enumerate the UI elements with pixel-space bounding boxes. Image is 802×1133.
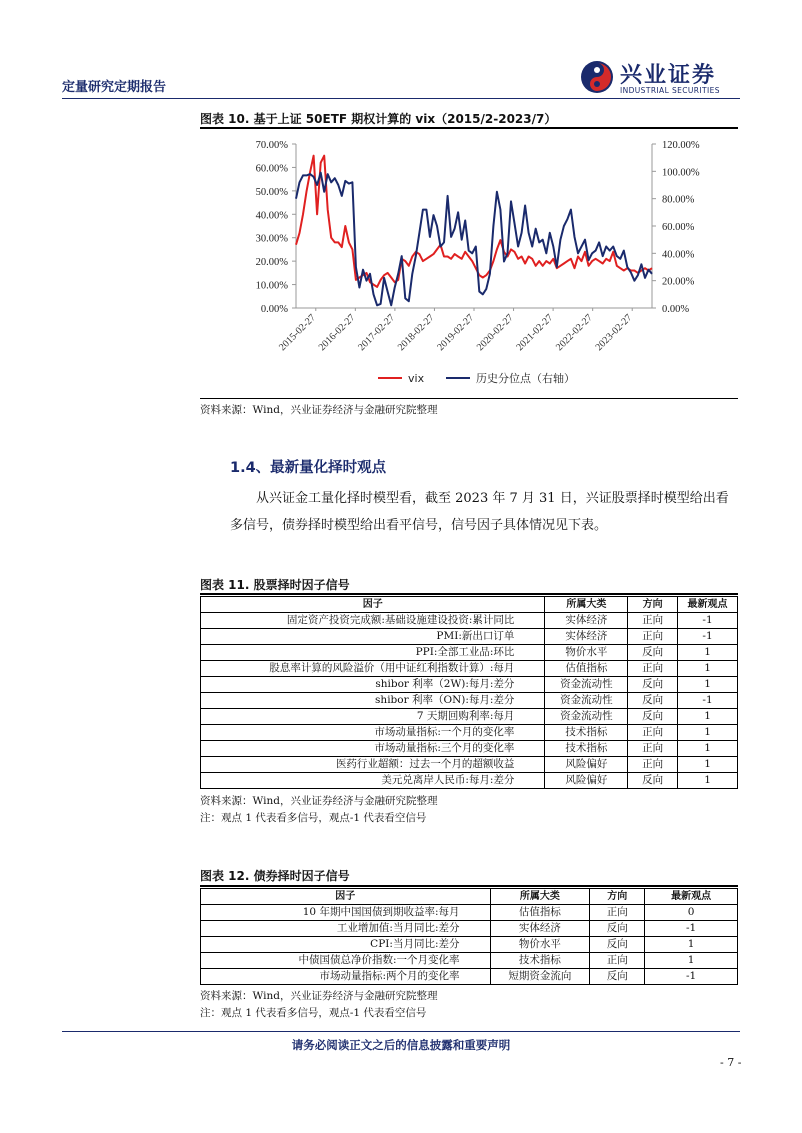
category-cell: 估值指标 [490,905,590,921]
factor-cell: 固定资产投资完成额:基础设施建设投资:累计同比 [201,613,545,629]
table-row [201,969,738,985]
table-row [201,645,738,661]
factor-cell: shibor 利率（2W):每月:差分 [201,677,545,693]
category-cell: 实体经济 [490,921,590,937]
col-header-factor: 因子 [201,597,545,613]
factor-cell: shibor 利率（ON):每月:差分 [201,693,545,709]
bond-signal-table [200,888,738,985]
table12-top-rule [200,885,738,887]
col-header-latest-view: 最新观点 [645,889,738,905]
direction-cell: 正向 [628,629,678,645]
table-row [201,709,738,725]
x-tick-label: 2020-02-27 [474,312,516,354]
logo-en-text: INDUSTRIAL SECURITIES [620,86,720,95]
direction-cell: 反向 [590,969,645,985]
table11-source: 资料来源：Wind，兴业证券经济与金融研究院整理 [200,795,438,807]
latest-view-cell: -1 [678,629,738,645]
direction-cell: 反向 [628,709,678,725]
category-cell: 物价水平 [490,937,590,953]
logo-mark-icon [580,60,614,94]
y-left-tick-label: 20.00% [255,257,288,269]
category-cell: 实体经济 [545,613,628,629]
latest-view-cell: -1 [678,693,738,709]
col-header-factor: 因子 [201,889,491,905]
latest-view-cell: 1 [678,677,738,693]
latest-view-cell: 1 [678,661,738,677]
direction-cell: 反向 [628,645,678,661]
direction-cell: 反向 [590,921,645,937]
table12-title: 图表 12. 债券择时因子信号 [200,869,350,883]
latest-view-cell: -1 [645,921,738,937]
table-row [201,773,738,789]
category-cell: 风险偏好 [545,757,628,773]
col-header-direction: 方向 [628,597,678,613]
x-tick-label: 2018-02-27 [395,312,437,354]
legend-percentile-label: 历史分位点（右轴） [476,372,575,385]
factor-cell: 股息率计算的风险溢价（用中证红利指数计算）:每月 [201,661,545,677]
legend-vix-label: vix [408,372,425,385]
factor-cell: 10 年期中国国债到期收益率:每月 [201,905,491,921]
x-tick-label: 2017-02-27 [356,312,398,354]
direction-cell: 反向 [628,773,678,789]
latest-view-cell: 1 [678,725,738,741]
y-left-tick-label: 70.00% [255,140,288,151]
table-header-row [201,889,738,905]
latest-view-cell: 0 [645,905,738,921]
factor-cell: 市场动量指标:三个月的变化率 [201,741,545,757]
section-heading: 1.4、最新量化择时观点 [230,460,387,476]
col-header-direction: 方向 [590,889,645,905]
vix-chart [200,128,740,398]
latest-view-cell: 1 [678,709,738,725]
y-left-tick-label: 0.00% [260,304,288,315]
category-cell: 技术指标 [545,725,628,741]
logo-cn-text: 兴业证券 [620,63,717,88]
y-left-tick-label: 40.00% [255,210,288,222]
x-tick-label: 2016-02-27 [316,312,358,354]
y-left-tick-label: 60.00% [255,163,288,175]
category-cell: 技术指标 [490,953,590,969]
header-rule [62,98,740,99]
table-row [201,677,738,693]
footer-rule [62,1031,740,1032]
table-row [201,953,738,969]
direction-cell: 反向 [590,937,645,953]
direction-cell: 正向 [628,757,678,773]
y-left-tick-label: 30.00% [255,233,288,245]
table-row [201,725,738,741]
latest-view-cell: -1 [678,613,738,629]
category-cell: 资金流动性 [545,693,628,709]
category-cell: 短期资金流向 [490,969,590,985]
y-left-tick-label: 10.00% [255,280,288,292]
factor-cell: 市场动量指标:两个月的变化率 [201,969,491,985]
factor-cell: 市场动量指标:一个月的变化率 [201,725,545,741]
direction-cell: 正向 [628,725,678,741]
stock-signal-table [200,596,738,789]
direction-cell: 正向 [628,613,678,629]
factor-cell: 7 天期回购利率:每月 [201,709,545,725]
factor-cell: 美元兑离岸人民币:每月:差分 [201,773,545,789]
table-row [201,757,738,773]
table-row [201,905,738,921]
figure10-title: 图表 10. 基于上证 50ETF 期权计算的 vix（2015/2-2023/7） [200,112,557,126]
x-tick-label: 2019-02-27 [435,312,477,354]
figure10-source: 资料来源：Wind，兴业证券经济与金融研究院整理 [200,404,438,416]
direction-cell: 正向 [628,741,678,757]
report-type-title: 定量研究定期报告 [62,80,167,95]
y-right-tick-label: 0.00% [662,304,690,315]
table-row [201,693,738,709]
latest-view-cell: 1 [678,757,738,773]
y-right-tick-label: 40.00% [662,249,695,261]
category-cell: 技术指标 [545,741,628,757]
x-tick-label: 2021-02-27 [514,312,556,354]
y-right-tick-label: 80.00% [662,194,695,206]
y-right-tick-label: 100.00% [662,167,700,179]
table11-title: 图表 11. 股票择时因子信号 [200,578,350,592]
y-right-tick-label: 60.00% [662,222,695,233]
category-cell: 估值指标 [545,661,628,677]
x-tick-label: 2022-02-27 [554,312,595,354]
table-row [201,741,738,757]
table-row [201,629,738,645]
factor-cell: 医药行业超额：过去一个月的超额收益 [201,757,545,773]
page-number: - 7 - [720,1056,742,1069]
y-right-tick-label: 20.00% [662,276,695,288]
factor-cell: CPI:当月同比:差分 [201,937,491,953]
table-row [201,613,738,629]
category-cell: 资金流动性 [545,677,628,693]
table11-note: 注：观点 1 代表看多信号，观点-1 代表看空信号 [200,812,427,824]
table11-top-rule [200,593,738,595]
x-tick-label: 2015-02-27 [277,312,318,354]
category-cell: 风险偏好 [545,773,628,789]
factor-cell: PPI:全部工业品:环比 [201,645,545,661]
col-header-category: 所属大类 [545,597,628,613]
company-logo [580,58,750,98]
table-row [201,661,738,677]
table-header-row [201,597,738,613]
table-row [201,937,738,953]
latest-view-cell: -1 [645,969,738,985]
factor-cell: 中债国债总净价指数:一个月变化率 [201,953,491,969]
y-right-tick-label: 120.00% [662,140,700,151]
col-header-category: 所属大类 [490,889,590,905]
x-tick-label: 2023-02-27 [593,312,635,354]
footer-disclaimer: 请务必阅读正文之后的信息披露和重要声明 [291,1038,511,1052]
category-cell: 物价水平 [545,645,628,661]
direction-cell: 正向 [590,905,645,921]
vix-series-line [296,156,652,287]
factor-cell: PMI:新出口订单 [201,629,545,645]
latest-view-cell: 1 [645,953,738,969]
figure10-bottom-rule [200,398,738,399]
percentile-series-line [296,173,652,306]
table-row [201,921,738,937]
direction-cell: 反向 [628,677,678,693]
col-header-latest-view: 最新观点 [678,597,738,613]
latest-view-cell: 1 [678,741,738,757]
section-paragraph: 从兴证金工量化择时模型看，截至 2023 年 7 月 31 日，兴证股票择时模型给出看多信号，债券择时模型给出看平信号，信号因子具体情况见下表。 [230,491,729,533]
category-cell: 资金流动性 [545,709,628,725]
table12-note: 注：观点 1 代表看多信号，观点-1 代表看空信号 [200,1007,427,1019]
factor-cell: 工业增加值:当月同比:差分 [201,921,491,937]
direction-cell: 正向 [590,953,645,969]
direction-cell: 正向 [628,661,678,677]
table12-source: 资料来源：Wind，兴业证券经济与金融研究院整理 [200,990,438,1002]
latest-view-cell: 1 [678,645,738,661]
latest-view-cell: 1 [645,937,738,953]
category-cell: 实体经济 [545,629,628,645]
latest-view-cell: 1 [678,773,738,789]
direction-cell: 反向 [628,693,678,709]
y-left-tick-label: 50.00% [255,186,288,198]
